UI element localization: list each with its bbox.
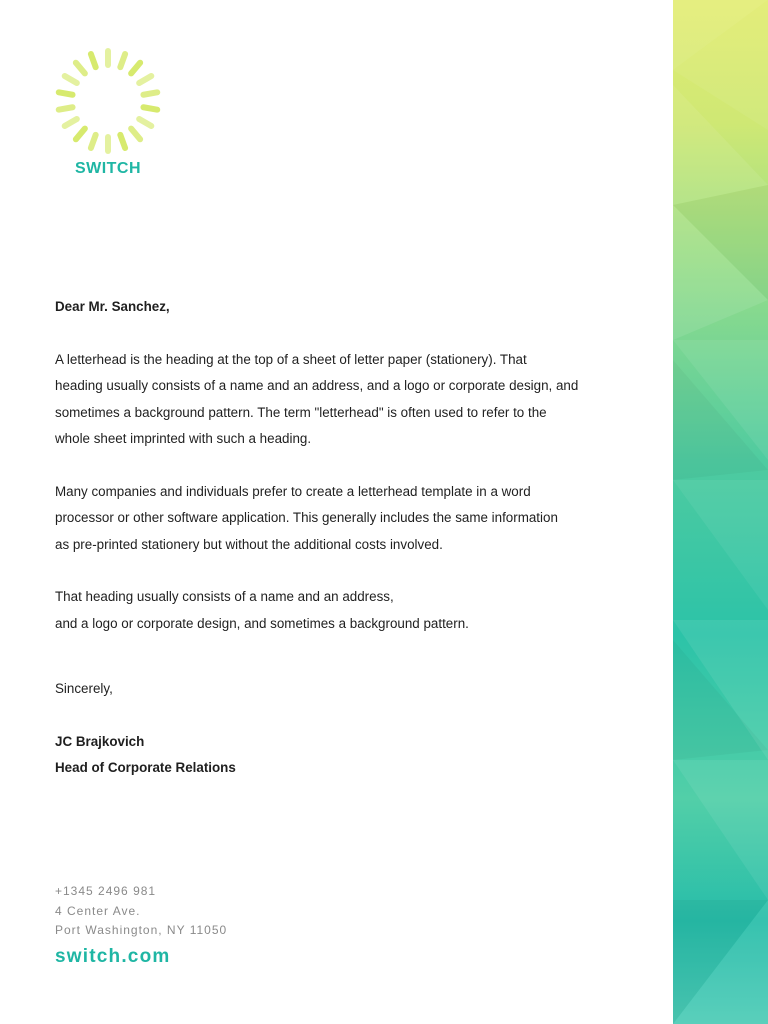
paragraph-line: That heading usually consists of a name and an address,: [55, 589, 394, 604]
signer-title: Head of Corporate Relations: [55, 760, 236, 775]
letter-body: [55, 294, 625, 782]
brand-name: SWITCH: [74, 160, 142, 177]
logo-spoke: [91, 135, 96, 148]
logo-spoke: [65, 76, 77, 83]
logo-spoke: [91, 54, 96, 67]
signer-name: JC Brajkovich: [55, 733, 145, 749]
address-line-1: 4 Center Ave.: [55, 903, 141, 918]
paragraph-line: A letterhead is the heading at the top of a sheet of letter paper (stationery). That: [55, 351, 527, 367]
logo-spoke: [65, 119, 77, 126]
address-line-2: Port Washington, NY 11050: [55, 923, 228, 937]
decorative-side-panel: [673, 0, 768, 1024]
contact-info: [55, 882, 227, 941]
logo-spoke: [120, 54, 125, 67]
closing: Sincerely,: [55, 681, 113, 696]
paragraph-3: [55, 584, 625, 637]
logo-spoke: [76, 129, 85, 140]
website-link[interactable]: switch.com: [55, 946, 171, 967]
logo-spoke: [59, 107, 73, 109]
logo-spoke: [143, 107, 157, 109]
salutation: Dear Mr. Sanchez,: [55, 299, 170, 314]
paragraph-1: [55, 347, 625, 453]
signature-block: [55, 729, 625, 782]
logo-spoke: [120, 135, 125, 148]
paragraph-line: as pre-printed stationery but without the additional costs involved.: [55, 536, 443, 552]
phone-number: +1345 2496 981: [55, 884, 157, 898]
logo-spoke: [139, 76, 151, 83]
paragraph-line: processor or other software application. This generally includes the same information: [55, 510, 558, 525]
paragraph-line: whole sheet imprinted with such a heading.: [55, 431, 312, 446]
paragraph-line: and a logo or corporate design, and sometimes a background pattern.: [55, 615, 469, 631]
paragraph-line: heading usually consists of a name and an address, and a logo or corporate design, and: [55, 378, 579, 393]
logo-spoke: [131, 63, 140, 74]
brand-logo: [52, 45, 164, 185]
logo-spoke: [131, 129, 140, 140]
paragraph-line: sometimes a background pattern. The term "letterhead" is often used to refer to the: [55, 404, 547, 420]
sunburst-logo-icon: [52, 45, 164, 157]
logo-spoke: [139, 119, 151, 126]
paragraph-2: [55, 479, 625, 559]
logo-spoke: [59, 92, 73, 94]
logo-spoke: [76, 63, 85, 74]
geometric-pattern: [673, 0, 768, 1024]
logo-spoke: [143, 92, 157, 94]
paragraph-line: Many companies and individuals prefer to create a letterhead template in a word: [55, 483, 531, 499]
